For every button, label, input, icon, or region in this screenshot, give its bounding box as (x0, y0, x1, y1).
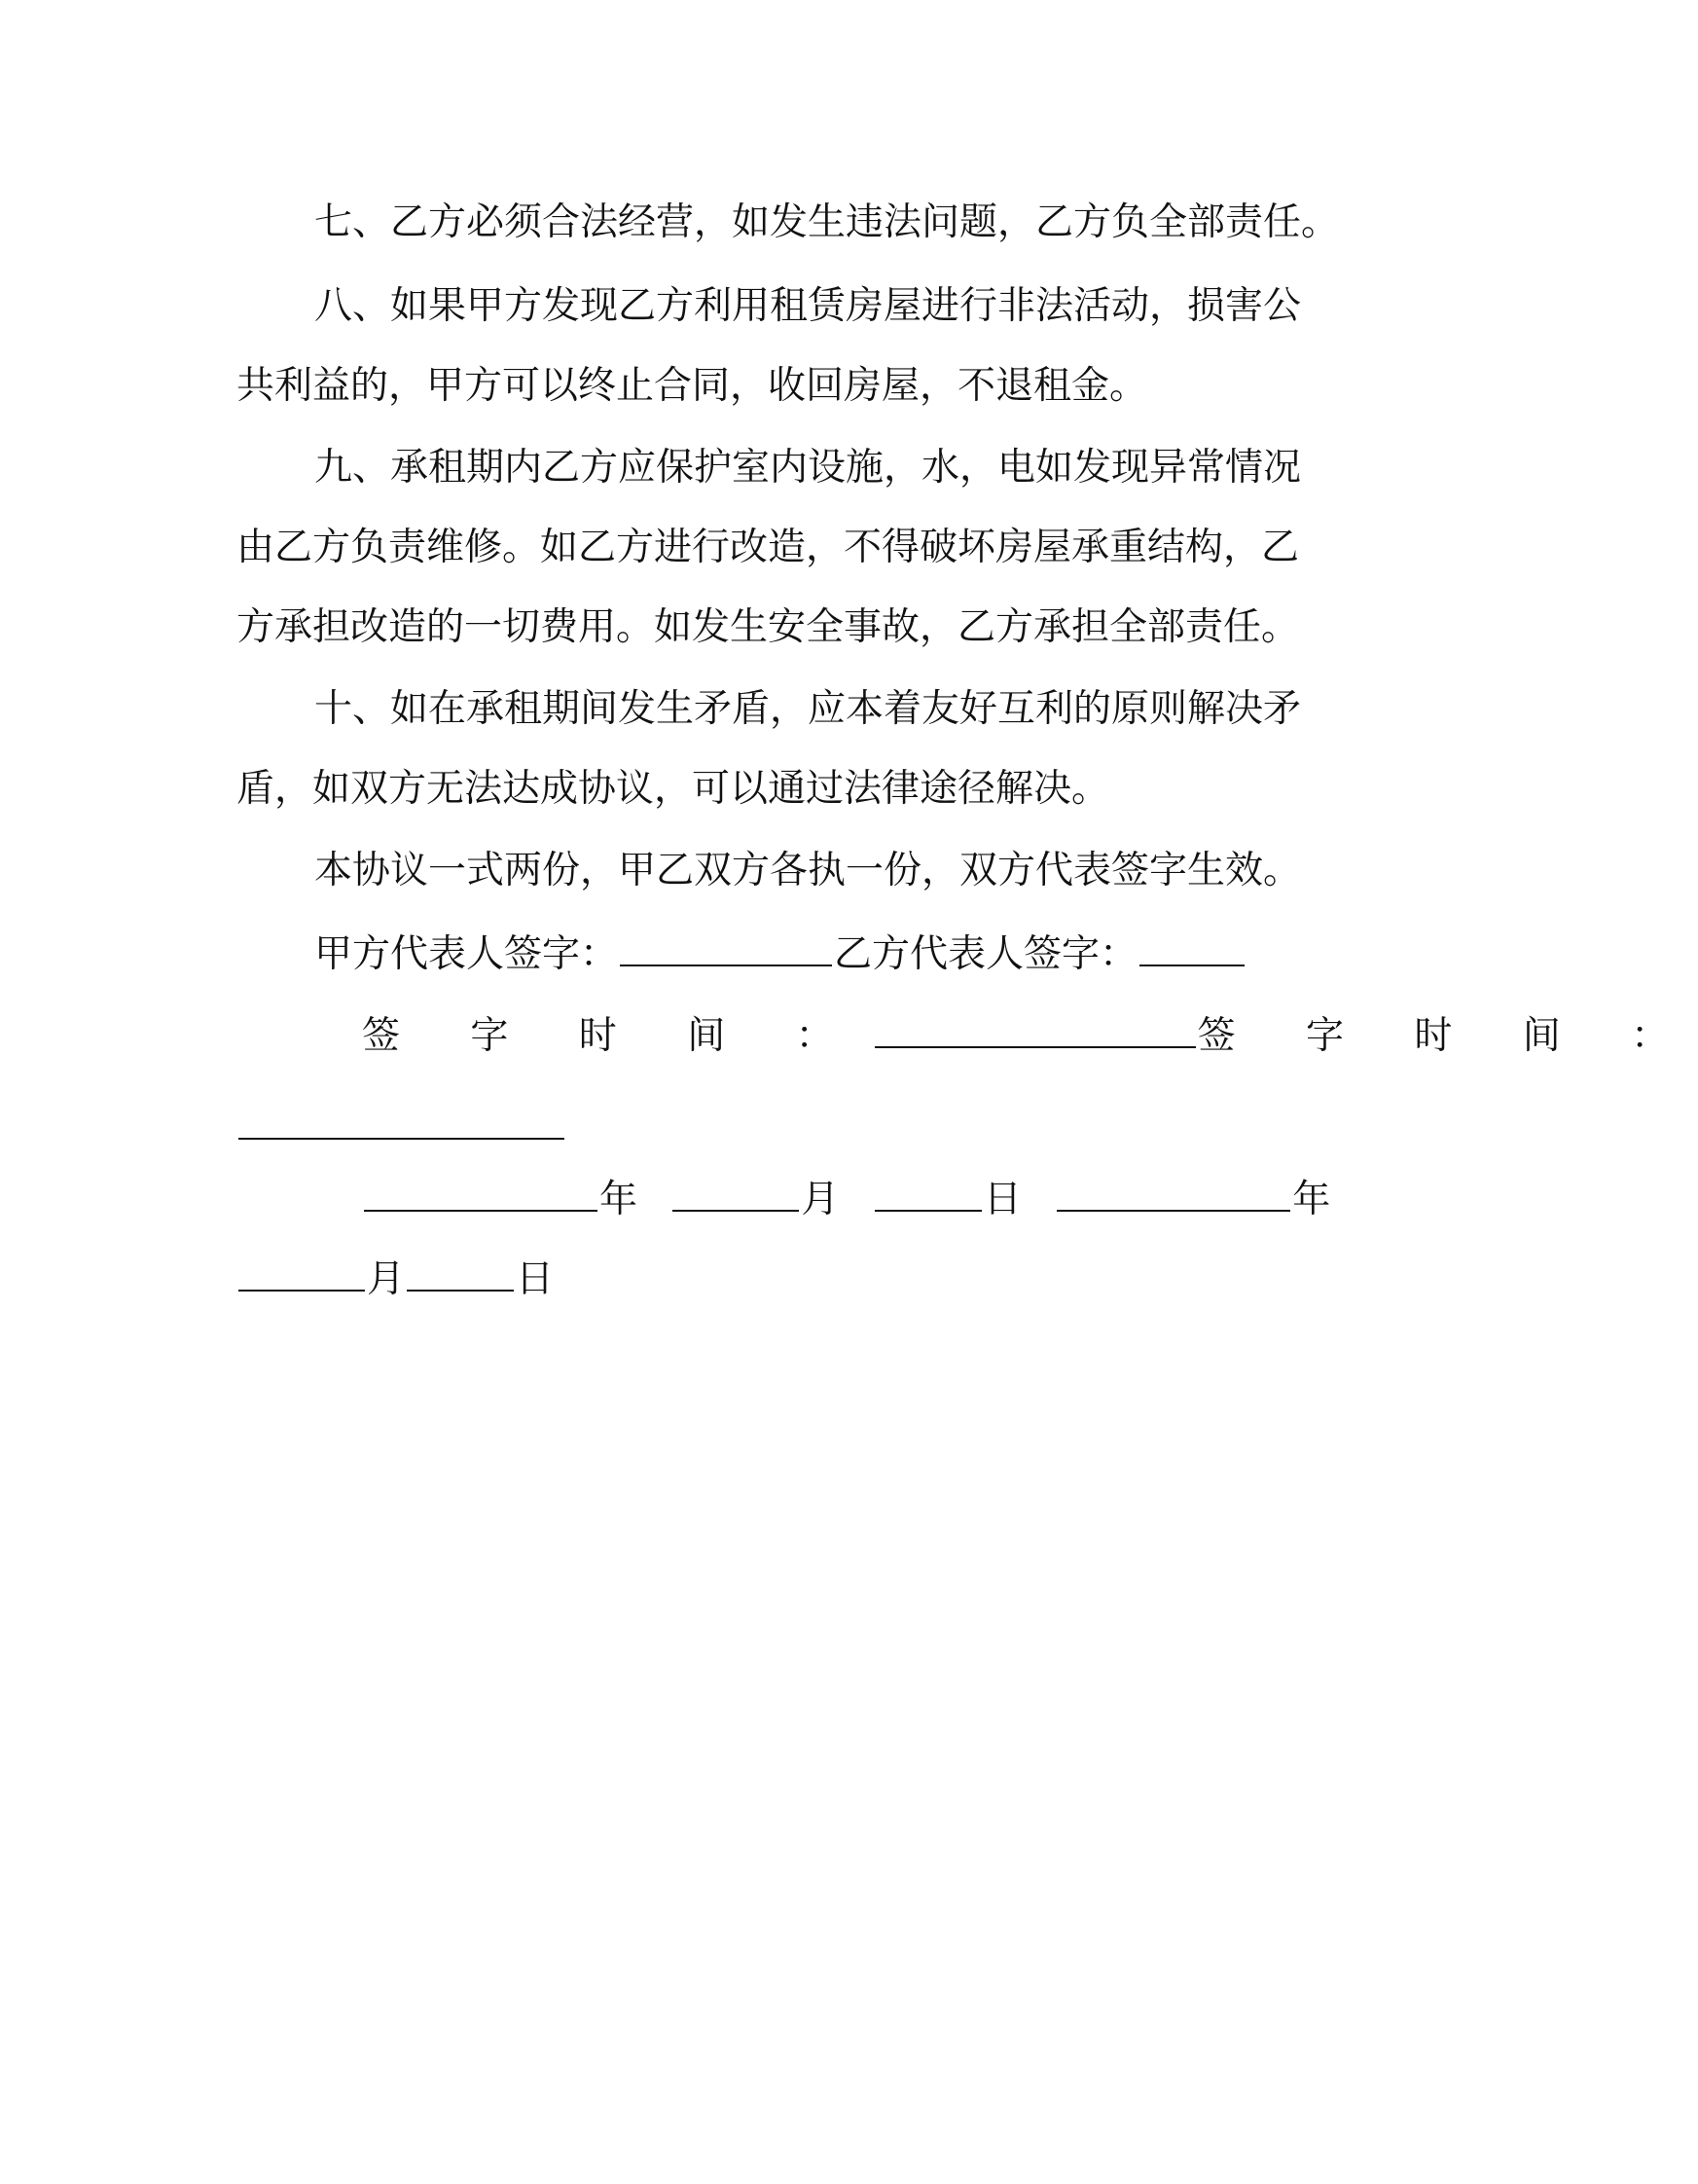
sign-time-label-b: 签 字 时 间 ： (1197, 1014, 1698, 1058)
clause-10-line-2: 盾，如双方无法达成协议，可以通过法律途径解决。 (236, 767, 1110, 811)
sign-time-b-blank-row (236, 1088, 1319, 1168)
party-b-sign-blank[interactable] (1139, 929, 1245, 966)
clause-7: 七、乙方必须合法经营，如发生违法问题，乙方负全部责任。 (314, 200, 1340, 244)
signature-row (314, 915, 1319, 995)
month-a-label: 月 (801, 1178, 840, 1221)
party-a-sign-label: 甲方代表人签字： (314, 932, 619, 976)
clause-9-line-1: 九、承租期内乙方应保护室内设施，水，电如发现异常情况 (314, 446, 1302, 490)
day-a-blank[interactable] (875, 1175, 982, 1212)
clause-8-line-2: 共利益的，甲方可以终止合同，收回房屋，不退租金。 (236, 364, 1148, 408)
year-a-blank[interactable] (364, 1175, 597, 1212)
sign-time-row (362, 997, 1698, 1076)
sign-time-a-blank[interactable] (875, 1011, 1196, 1048)
year-b-blank[interactable] (1057, 1175, 1290, 1212)
clause-9-line-2: 由乙方负责维修。如乙方进行改造，不得破坏房屋承重结构，乙 (236, 526, 1300, 569)
date-row-a (362, 1160, 1331, 1240)
month-b-label: 月 (367, 1257, 406, 1301)
clause-10-line-1: 十、如在承租期间发生矛盾，应本着友好互利的原则解决矛 (314, 687, 1302, 731)
year-a-label: 年 (599, 1178, 638, 1221)
sign-time-label-a: 签 字 时 间 ： (362, 1014, 863, 1058)
year-b-label: 年 (1292, 1178, 1331, 1221)
date-row-b (236, 1240, 1319, 1320)
sign-time-b-blank[interactable] (238, 1103, 564, 1140)
month-b-blank[interactable] (238, 1255, 365, 1292)
clause-9-line-3: 方承担改造的一切费用。如发生安全事故，乙方承担全部责任。 (236, 605, 1300, 649)
party-b-sign-label: 乙方代表人签字： (834, 932, 1138, 976)
month-a-blank[interactable] (672, 1175, 799, 1212)
day-b-blank[interactable] (407, 1255, 514, 1292)
closing-statement: 本协议一式两份，甲乙双方各执一份，双方代表签字生效。 (314, 849, 1302, 892)
party-a-sign-blank[interactable] (620, 929, 832, 966)
day-a-label: 日 (983, 1178, 1022, 1221)
day-b-label: 日 (516, 1257, 555, 1301)
clause-8-line-1: 八、如果甲方发现乙方利用租赁房屋进行非法活动，损害公 (314, 284, 1302, 328)
